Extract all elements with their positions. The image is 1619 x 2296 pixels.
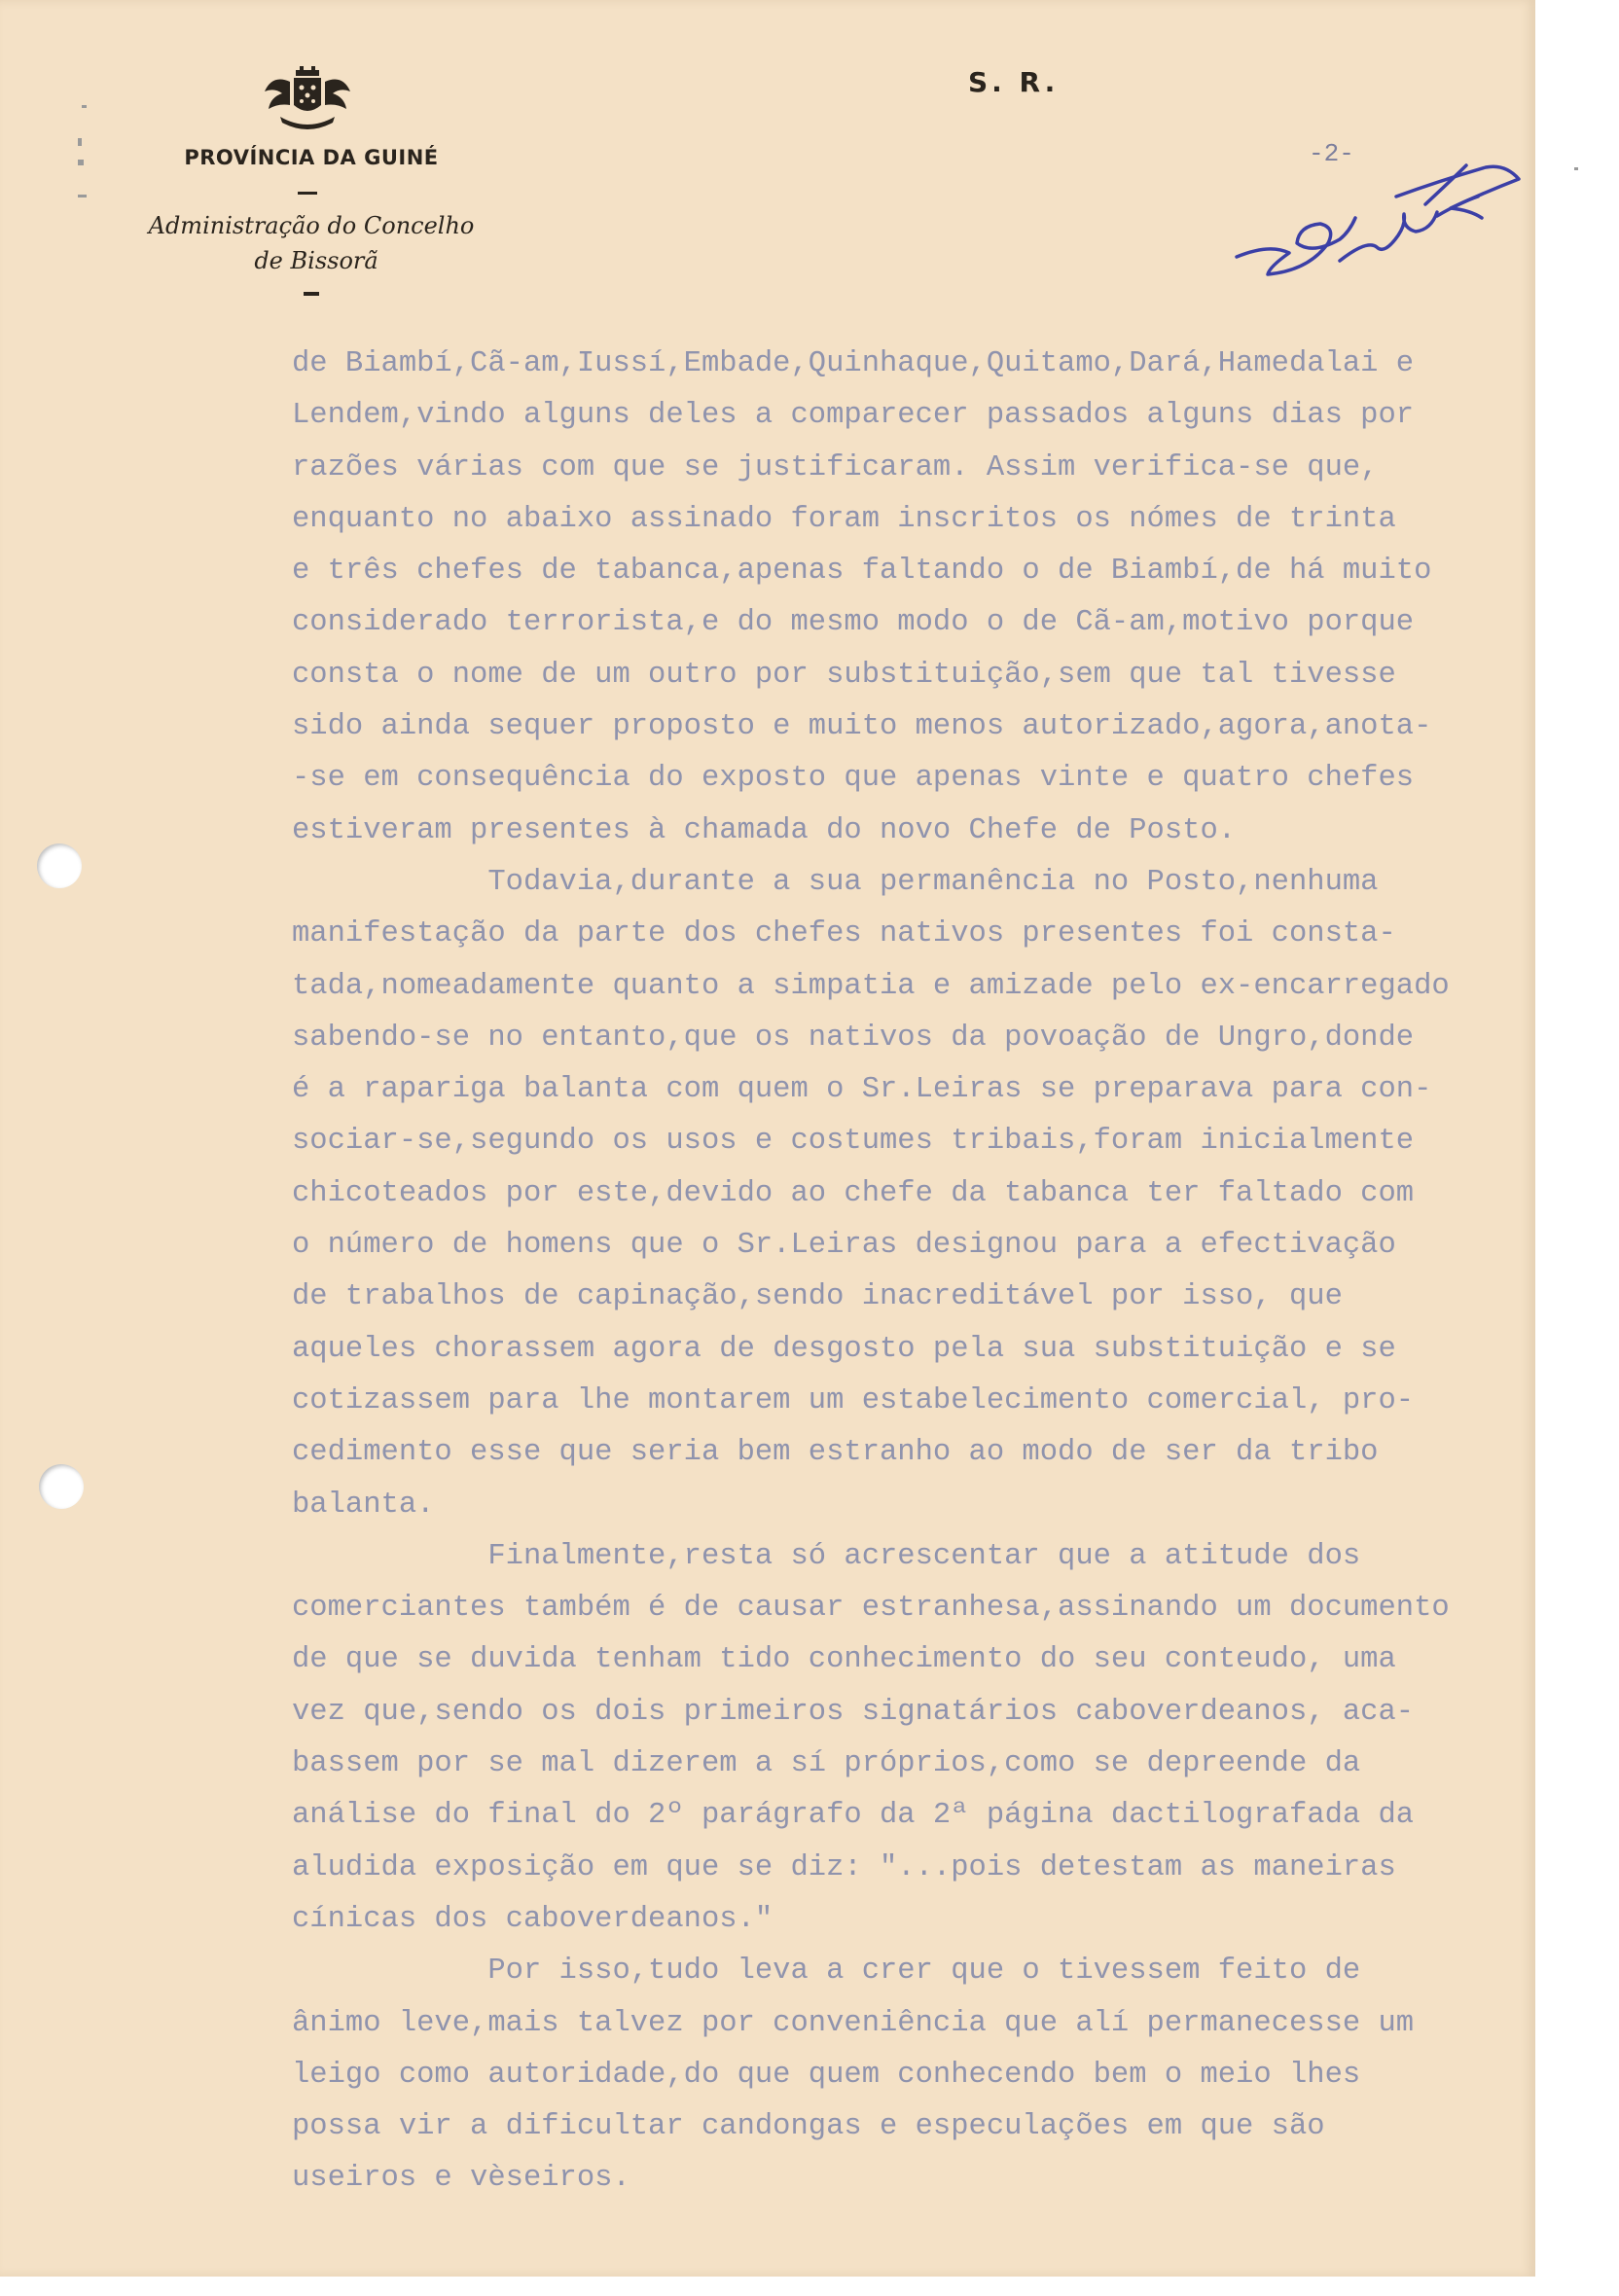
- body-line: Todavia,durante a sua permanência no Posto,nenhuma: [292, 865, 1379, 899]
- body-line: possa vir a dificultar candongas e especulações em que são: [292, 2110, 1325, 2144]
- body-line: cínicas dos caboverdeanos.": [292, 1902, 774, 1936]
- body-line: cotizassem para lhe montarem um estabelecimento comercial, pro-: [292, 1383, 1415, 1417]
- body-line: cedimento esse que seria bem estranho ao modo de ser da tribo: [292, 1436, 1379, 1470]
- body-line: tada,nomeadamente quanto a simpatia e amizade pelo ex-encarregado: [292, 969, 1450, 1003]
- body-line: ânimo leve,mais talvez por conveniência que alí permanecesse um: [292, 2006, 1415, 2040]
- margin-mark: [78, 195, 87, 197]
- body-line: bassem por se mal dizerem a sí próprios,como se depreende da: [292, 1747, 1361, 1781]
- header-divider: [298, 192, 317, 195]
- body-line: sabendo-se no entanto,que os nativos da povoação de Ungro,donde: [292, 1021, 1415, 1055]
- letter-body: [292, 339, 1557, 2206]
- body-line: o número de homens que o Sr.Leiras designou para a efectivação: [292, 1229, 1396, 1263]
- classification-mark: S. R.: [968, 66, 1060, 98]
- body-line: aludida exposição em que se diz: "...pois detestam as maneiras: [292, 1850, 1396, 1884]
- body-line: Lendem,vindo alguns deles a comparecer passados alguns dias por: [292, 399, 1415, 433]
- body-line: de Biambí,Cã-am,Iussí,Embade,Quinhaque,Quitamo,Dará,Hamedalai e: [292, 347, 1415, 380]
- body-line: manifestação da parte dos chefes nativos presentes foi consta-: [292, 917, 1396, 951]
- scanner-dust: [1574, 167, 1578, 170]
- body-line: de que se duvida tenham tido conhecimento do seu conteudo, uma: [292, 1643, 1396, 1677]
- body-line: comerciantes também é de causar estranhesa,assinando um documento: [292, 1592, 1450, 1626]
- administration-line-1: Administração do Concelho: [148, 212, 475, 239]
- body-line: vez que,sendo os dois primeiros signatários caboverdeanos, aca-: [292, 1695, 1415, 1729]
- handwritten-signature: [1231, 146, 1523, 292]
- punch-hole-bottom: [39, 1464, 84, 1509]
- header-divider-bottom: [304, 292, 319, 296]
- body-line: useiros e vèseiros.: [292, 2162, 630, 2196]
- province-heading: PROVÍNCIA DA GUINÉ: [184, 146, 439, 169]
- body-line: aqueles chorassem agora de desgosto pela sua substituição e se: [292, 1332, 1396, 1366]
- body-line: -se em consequência do exposto que apenas vinte e quatro chefes: [292, 762, 1415, 796]
- body-line: Finalmente,resta só acrescentar que a atitude dos: [292, 1539, 1361, 1573]
- body-line: de trabalhos de capinação,sendo inacreditável por isso, que: [292, 1280, 1343, 1314]
- body-line: considerado terrorista,e do mesmo modo o de Cã-am,motivo porque: [292, 606, 1415, 640]
- page-number: -2-: [1309, 139, 1354, 168]
- body-line: Por isso,tudo leva a crer que o tivessem feito de: [292, 1955, 1361, 1989]
- body-line: sido ainda sequer proposto e muito menos autorizado,agora,anota-: [292, 710, 1432, 744]
- body-line: análise do final do 2º parágrafo da 2ª página dactilografada da: [292, 1799, 1415, 1833]
- body-line: e três chefes de tabanca,apenas faltando o de Biambí,de há muito: [292, 555, 1432, 589]
- punch-hole-top: [37, 843, 82, 888]
- body-line: é a rapariga balanta com quem o Sr.Leiras se preparava para con-: [292, 1073, 1432, 1107]
- margin-mark: [78, 160, 84, 165]
- body-line: sociar-se,segundo os usos e costumes tribais,foram inicialmente: [292, 1125, 1415, 1159]
- body-line: enquanto no abaixo assinado foram inscritos os nómes de trinta: [292, 502, 1396, 536]
- coat-of-arms-icon: [261, 66, 354, 136]
- body-line: chicoteados por este,devido ao chefe da tabanca ter faltado com: [292, 1176, 1415, 1210]
- body-line: estiveram presentes à chamada do novo Chefe de Posto.: [292, 813, 1237, 847]
- body-line: razões várias com que se justificaram. Assim verifica-se que,: [292, 450, 1379, 484]
- body-line: leigo como autoridade,do que quem conhecendo bem o meio lhes: [292, 2058, 1361, 2092]
- margin-mark: [78, 138, 82, 146]
- body-line: consta o nome de um outro por substituição,sem que tal tivesse: [292, 658, 1396, 692]
- margin-mark: [82, 105, 87, 108]
- body-line: balanta.: [292, 1488, 435, 1522]
- administration-line-2: de Bissorã: [254, 247, 378, 274]
